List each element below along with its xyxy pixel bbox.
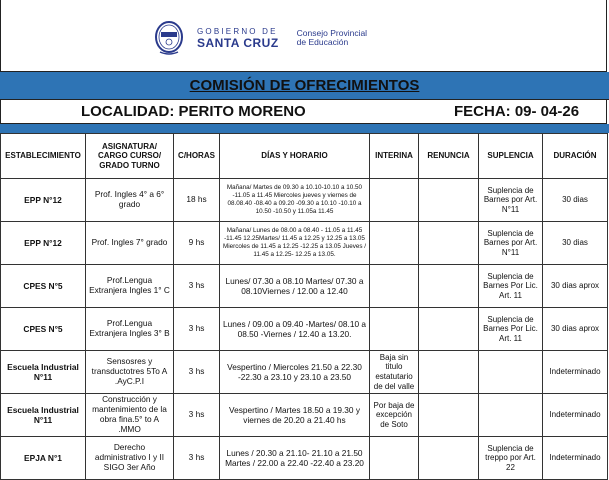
cell-horas: 3 hs (174, 351, 220, 394)
cell-asignatura: Derecho administrativo I y II SIGO 3er Año (86, 437, 174, 480)
localidad-label: LOCALIDAD: PERITO MORENO (81, 103, 306, 120)
cell-renuncia (419, 265, 479, 308)
cell-asignatura: Prof. Ingles 7° grado (86, 222, 174, 265)
cell-asignatura: Sensosres y transductotres 5To A .AyC.P.I (86, 351, 174, 394)
cell-establecimiento: EPP N°12 (1, 179, 86, 222)
logo-line-2: SANTA CRUZ (197, 35, 279, 50)
consejo-line-1: Consejo Provincial (296, 28, 368, 39)
cell-suplencia: Suplencia de treppo por Art. 22 (479, 437, 543, 480)
cell-suplencia: Suplencia de Barnes por Art. N°11 (479, 222, 543, 265)
table-row (1, 179, 608, 222)
cell-duracion: Indeterminado (543, 437, 608, 480)
col-header-duracion: DURACIÓN (543, 134, 608, 179)
cell-renuncia (419, 351, 479, 394)
header-logo-area (0, 0, 607, 72)
cell-establecimiento: Escuela Industrial N°11 (1, 394, 86, 437)
consejo-line-2: de Educación (296, 37, 349, 47)
offers-table (0, 133, 608, 480)
col-header-interina: INTERINA (370, 134, 419, 179)
cell-renuncia (419, 222, 479, 265)
santa-cruz-seal-icon (151, 20, 187, 56)
cell-dias: Lunes/ 07.30 a 08.10 Martes/ 07.30 a 08.10Viernes / 12.00 a 12.40 (220, 265, 370, 308)
cell-duracion: Indeterminado (543, 394, 608, 437)
cell-asignatura: Prof.Lengua Extranjera Ingles 1° C (86, 265, 174, 308)
blue-divider (0, 124, 609, 133)
cell-suplencia: Suplencia de Barnes Por Lic. Art. 11 (479, 308, 543, 351)
cell-horas: 9 hs (174, 222, 220, 265)
cell-establecimiento: Escuela Industrial N°11 (1, 351, 86, 394)
cell-establecimiento: EPP N°12 (1, 222, 86, 265)
cell-duracion: Indeterminado (543, 351, 608, 394)
col-header-horas: C/HORAS (174, 134, 220, 179)
cell-interina (370, 437, 419, 480)
col-header-suplencia: SUPLENCIA (479, 134, 543, 179)
fecha-label: FECHA: 09- 04-26 (454, 103, 580, 120)
cell-horas: 3 hs (174, 308, 220, 351)
cell-establecimiento: EPJA N°1 (1, 437, 86, 480)
cell-dias: Lunes / 09.00 a 09.40 -Martes/ 08.10 a 08.50 -Viernes / 12.40 a 13.20. (220, 308, 370, 351)
cell-dias: Vespertino / Miercoles 21.50 a 22.30 -22.30 a 23.10 y 23.10 a 23.50 (220, 351, 370, 394)
consejo-text (297, 29, 367, 47)
cell-dias: Mañana/ Lunes de 08.00 a 08.40 - 11.05 a 11.45 -11.45 12.25Martes/ 11.45 a 12.25 y 12.25 a 13.05 Miercoles de 11.45 a 12.25 -12.25 a 13.05 Jueves / 11.45 a 12.25- 12.25 a 13.05. (220, 222, 370, 265)
cell-asignatura: Construcción y mantenimiento de la obra fina.5° to A .MMO (86, 394, 174, 437)
col-header-renuncia: RENUNCIA (419, 134, 479, 179)
cell-horas: 3 hs (174, 437, 220, 480)
cell-interina (370, 222, 419, 265)
table-row (1, 222, 608, 265)
col-header-asignatura: ASIGNATURA/ CARGO CURSO/ GRADO TURNO (86, 134, 174, 179)
cell-renuncia (419, 179, 479, 222)
logo-line-1: GOBIERNO DE (197, 26, 278, 36)
cell-renuncia (419, 437, 479, 480)
table-row (1, 308, 608, 351)
locality-bar (0, 100, 607, 124)
cell-duracion: 30 dias aprox (543, 308, 608, 351)
cell-dias: Mañana/ Martes de 09.30 a 10.10-10.10 a 10.50 -11.05 a 11.45 Miercoles jueves y viernes de 08.08.40 -08.40 a 09.20 -09.30 a 10.10 -10.10 a 10.50 -10.50 y 11.05a 11.45 (220, 179, 370, 222)
cell-renuncia (419, 308, 479, 351)
col-header-establecimiento: ESTABLECIMIENTO (1, 134, 86, 179)
cell-duracion: 30 dias (543, 179, 608, 222)
cell-establecimiento: CPES N°5 (1, 265, 86, 308)
gobierno-logo-text (197, 28, 279, 49)
table-row (1, 351, 608, 394)
table-header-row (1, 134, 608, 179)
cell-suplencia: Suplencia de Barnes Por Lic. Art. 11 (479, 265, 543, 308)
table-row (1, 437, 608, 480)
cell-interina: Por baja de excepción de Soto (370, 394, 419, 437)
cell-dias: Vespertino / Martes 18.50 a 19.30 y viernes de 20.20 a 21.40 hs (220, 394, 370, 437)
table-row (1, 394, 608, 437)
cell-horas: 3 hs (174, 265, 220, 308)
cell-duracion: 30 dias aprox (543, 265, 608, 308)
cell-interina: Baja sin titulo estatutario de del valle (370, 351, 419, 394)
title-bar (0, 72, 609, 100)
table-row (1, 265, 608, 308)
cell-interina (370, 308, 419, 351)
page-title: COMISIÓN DE OFRECIMIENTOS (189, 77, 420, 94)
cell-suplencia (479, 351, 543, 394)
cell-establecimiento: CPES N°5 (1, 308, 86, 351)
cell-interina (370, 265, 419, 308)
cell-horas: 3 hs (174, 394, 220, 437)
cell-interina (370, 179, 419, 222)
cell-suplencia: Suplencia de Barnes por Art. N°11 (479, 179, 543, 222)
logo-group (151, 20, 367, 56)
cell-renuncia (419, 394, 479, 437)
cell-asignatura: Prof. Ingles 4° a 6° grado (86, 179, 174, 222)
cell-suplencia (479, 394, 543, 437)
cell-asignatura: Prof.Lengua Extranjera Ingles 3° B (86, 308, 174, 351)
col-header-dias: DÍAS Y HORARIO (220, 134, 370, 179)
cell-dias: Lunes / 20.30 a 21.10- 21.10 a 21.50 Martes / 22.00 a 22.40 -22.40 a 23.20 (220, 437, 370, 480)
cell-horas: 18 hs (174, 179, 220, 222)
cell-duracion: 30 dias (543, 222, 608, 265)
